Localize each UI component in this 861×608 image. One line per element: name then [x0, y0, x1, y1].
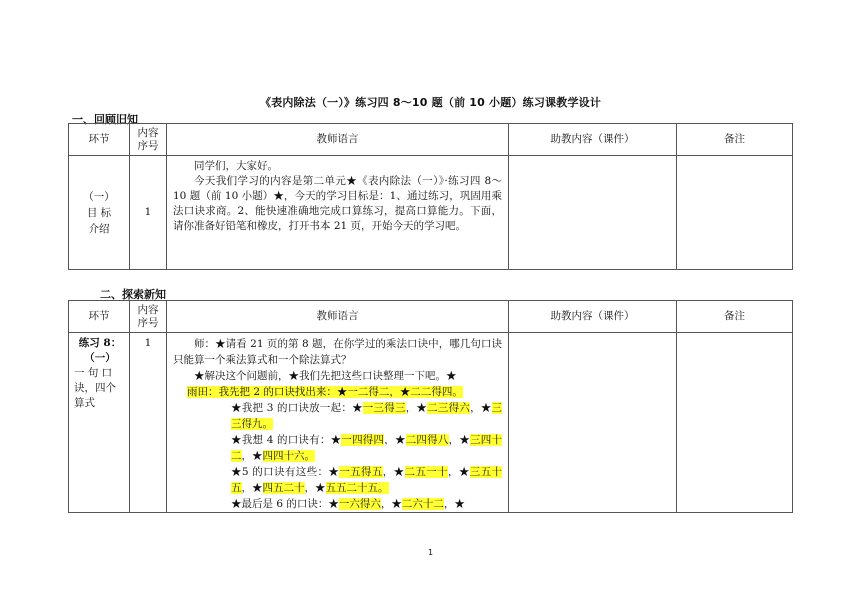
- explore-table: [68, 300, 793, 513]
- speech-table-4: ★我想 4 的口诀有：★一四得四，★二四得八，★三四十二，★四四十六。: [231, 434, 503, 462]
- stage-exercise-8: [69, 333, 130, 513]
- header-seq: 内容 序号: [130, 301, 167, 333]
- assist-content-cell: [509, 156, 677, 270]
- speech-table-6: ★最后是 6 的口诀：★一六得六，★二六十二，★: [231, 498, 465, 510]
- speech-table-2: 雨田：我先把 2 的口诀找出来：★一二得二，★二二得四。: [187, 386, 463, 398]
- stage-goal-intro: （一） 目 标 介绍: [69, 156, 130, 270]
- assist-content-cell: [509, 333, 677, 513]
- header-teacher-speech: 教师语言: [167, 301, 509, 333]
- stage-exercise-title: 练习 8： （一）: [78, 337, 122, 364]
- teacher-speech-cell: [167, 333, 509, 513]
- content-seq: 1: [130, 333, 167, 513]
- header-assist-content: 助教内容（课件）: [509, 124, 677, 156]
- section-heading-review: 一、回顾旧知: [72, 113, 138, 126]
- speech-table-5: ★5 的口诀有这些：★一五得五，★二五一十，★三五十五，★四五二十，★五五二十五。: [231, 466, 503, 494]
- header-remark: 备注: [677, 301, 793, 333]
- speech-question: 师：★请看 21 页的第 8 题，在你学过的乘法口诀中，哪几句口诀只能算一个乘法算式和一个除法算式？: [173, 338, 502, 366]
- review-table: [68, 123, 793, 270]
- speech-organize: ★解决这个问题前，★我们先把这些口诀整理一下吧。★: [194, 370, 457, 382]
- header-stage: 环节: [69, 124, 130, 156]
- section-heading-explore: 二、探索新知: [100, 288, 166, 301]
- page-number: 1: [427, 548, 434, 557]
- speech-table-3: ★我把 3 的口诀放一起：★一三得三，★二三得六，★三三得九。: [231, 402, 503, 430]
- header-remark: 备注: [677, 124, 793, 156]
- header-stage: 环节: [69, 301, 130, 333]
- speech-greeting: 同学们，大家好。: [194, 160, 278, 172]
- header-seq: 内容 序号: [130, 124, 167, 156]
- remark-cell: [677, 333, 793, 513]
- header-assist-content: 助教内容（课件）: [509, 301, 677, 333]
- content-seq: 1: [130, 156, 167, 270]
- remark-cell: [677, 156, 793, 270]
- header-teacher-speech: 教师语言: [167, 124, 509, 156]
- speech-intro: 今天我们学习的内容是第二单元★《表内除法（一）》·练习四 8～10 题（前 10 小题）★，今天的学习目标是：1、通过练习，巩固用乘法口诀求商。2、能快速准确地完成口算练习，提高口算能力。下面，请你准备好铅笔和橡皮，打开书本 21 页，开始今天的学习吧。: [173, 175, 502, 232]
- stage-exercise-desc: 一 句 口诀，四个算式: [74, 367, 116, 409]
- document-title: 《表内除法（一）》练习四 8～10 题（前 10 小题）练习课教学设计: [259, 96, 602, 109]
- teacher-speech-cell: [167, 156, 509, 270]
